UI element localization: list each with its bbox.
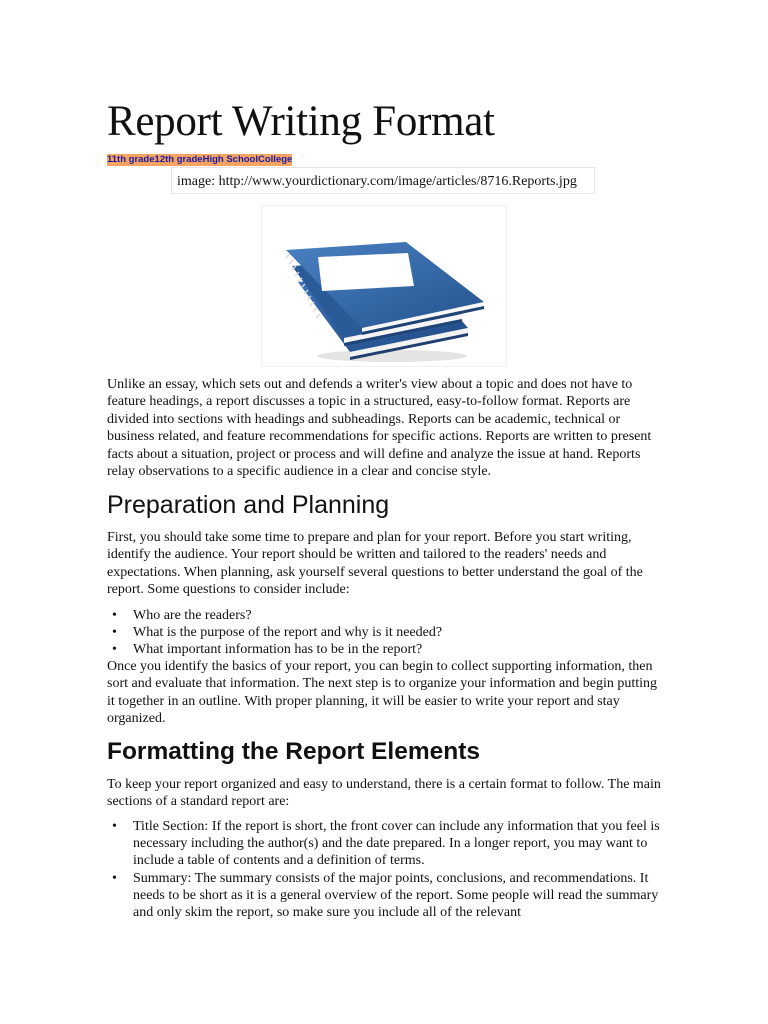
- preparation-paragraph: First, you should take some time to prepare and plan for your report. Before you start writing, identify the audience. Your report should be written and tailored to the readers' needs and expectations. When planning, ask yourself several questions to better understand the goal of the report. Some questions to consider include:: [107, 530, 643, 598]
- tag-college[interactable]: College: [258, 154, 293, 165]
- report-sections-list: [107, 818, 663, 921]
- report-figure: [261, 205, 507, 367]
- intro-paragraph: Unlike an essay, which sets out and defends a writer's view about a topic and does not have to feature headings, a report discusses a topic in a structured, easy-to-follow format. Reports are divided into sections with headings and subheadings. Reports can be academic, technical or business related, and feature recommendations for specific actions. Reports are written to present facts about a situation, project or process and will define and analyze the issue at hand. Reports relay observations to a specific audience in a clear and concise style.: [107, 377, 652, 480]
- formatting-paragraph: To keep your report organized and easy to understand, there is a certain format to follow. The main sections of a standard report are:: [107, 777, 661, 810]
- grade-tags: [107, 154, 292, 166]
- list-item: • Who are the readers?: [107, 607, 663, 624]
- heading-preparation-planning: Preparation and Planning: [107, 491, 390, 519]
- list-item: • What important information has to be in the report?: [107, 641, 663, 658]
- questions-list: [107, 607, 663, 659]
- heading-formatting-elements: Formatting the Report Elements: [107, 738, 480, 765]
- list-item: • What is the purpose of the report and why is it needed?: [107, 624, 663, 641]
- list-item: • Summary: The summary consists of the major points, conclusions, and recommendations. It needs to be short as it is a general overview of the report. Some people will read the summary and only skim the report, so make sure you include all of the relevant: [107, 870, 663, 922]
- tag-12th-grade[interactable]: 12th grade: [154, 154, 203, 165]
- page-title: Report Writing Format: [107, 98, 495, 145]
- list-item: • Title Section: If the report is short, the front cover can include any information that you feel is necessary including the author(s) and the date prepared. In a longer report, you may want to include a table of contents and a definition of terms.: [107, 818, 663, 870]
- image-caption: image: http://www.yourdictionary.com/image/articles/8716.Reports.jpg: [171, 167, 595, 194]
- tag-high-school[interactable]: High School: [202, 154, 258, 165]
- stacked-report-binders-icon: [262, 206, 506, 366]
- planning-paragraph: Once you identify the basics of your report, you can begin to collect supporting information, then sort and evaluate that information. The next step is to organize your information and begin putting it together in an outline. With proper planning, it will be easier to write your report and stay organized.: [107, 659, 658, 727]
- tag-11th-grade[interactable]: 11th grade: [107, 154, 155, 165]
